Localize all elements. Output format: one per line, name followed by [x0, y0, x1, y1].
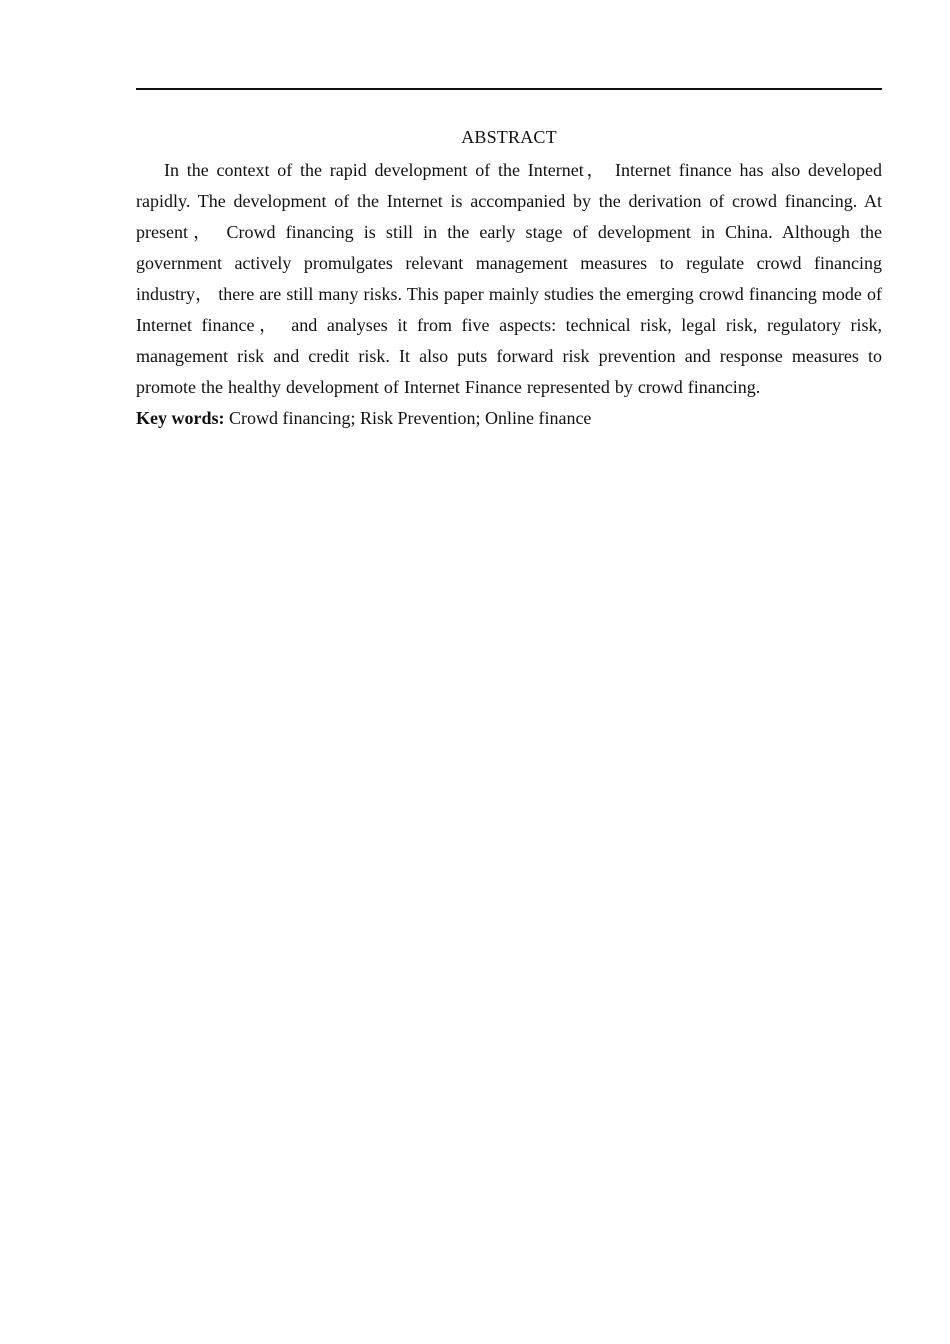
- abstract-heading: ABSTRACT: [461, 127, 557, 147]
- abstract-body: In the context of the rapid development of the Internet， Internet finance has also developed rapidly. The development of the Internet is accompanied by the derivation of crowd financing. At present， Crowd financing is still in the early stage of development in China. Although the government actively promulgates relevant management measures to regulate crowd financing industry， there are still many risks. This paper mainly studies the emerging crowd financing mode of Internet finance， and analyses it from five aspects: technical risk, legal risk, regulatory risk, management risk and credit risk. It also puts forward risk prevention and response measures to promote the healthy development of Internet Finance represented by crowd financing.: [136, 160, 882, 397]
- header-rule: [136, 88, 882, 90]
- abstract-section: [136, 124, 882, 434]
- keywords-value: Crowd financing; Risk Prevention; Online finance: [224, 408, 592, 428]
- keywords-label: Key words:: [136, 408, 225, 428]
- keywords-line: [136, 403, 882, 434]
